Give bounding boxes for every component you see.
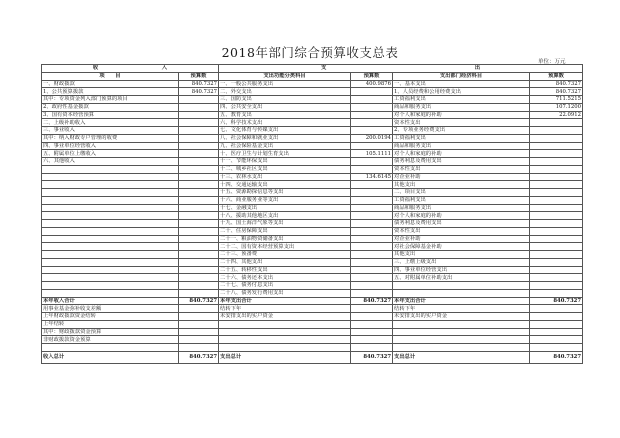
col-item: 项 目 (42, 72, 179, 80)
function-amount (351, 289, 393, 297)
economic-item: 对企业补助 (393, 235, 530, 243)
economic-amount (530, 227, 583, 235)
economic-item: 债务利息及费用支出 (393, 158, 530, 166)
budget-table (41, 64, 583, 364)
function-item (219, 336, 351, 344)
economic-item (393, 289, 530, 297)
economic-amount (530, 181, 583, 189)
economic-item: 1、人员经费和公用经费支出 (393, 88, 530, 96)
income-amount (179, 142, 219, 150)
economic-item: 五、对附属单位补助支出 (393, 274, 530, 282)
income-header (42, 65, 219, 73)
col-func-item: 支出功能分类科目 (219, 72, 351, 80)
table-row (42, 313, 583, 321)
economic-amount (530, 336, 583, 344)
economic-amount (530, 212, 583, 220)
economic-item: 工资福利支出 (393, 96, 530, 104)
income-item: 用事业基金弥补收支差额 (42, 305, 179, 313)
economic-item: 商品和服务支出 (393, 103, 530, 111)
function-amount (351, 189, 393, 197)
function-amount (351, 119, 393, 127)
economic-amount (530, 274, 583, 282)
function-amount (351, 111, 393, 119)
function-item: 十七、金融支出 (219, 204, 351, 212)
income-amount: 840.7327 (179, 351, 219, 363)
function-amount (351, 96, 393, 104)
income-amount (179, 320, 219, 328)
table-row (42, 150, 583, 158)
function-item: 二十七、债务付息支出 (219, 282, 351, 290)
income-item (42, 181, 179, 189)
income-item: 其中：纳入财政专户管理的收费 (42, 134, 179, 142)
function-item: 四、公共安全支出 (219, 103, 351, 111)
function-amount (351, 88, 393, 96)
income-item: 2、政府性基金拨款 (42, 103, 179, 111)
income-item: 五、附属单位上缴收入 (42, 150, 179, 158)
income-amount (179, 103, 219, 111)
table-row (42, 165, 583, 173)
economic-amount (530, 328, 583, 336)
table-row (42, 251, 583, 259)
col-econ-item: 支出部门经济科目 (393, 72, 530, 80)
income-amount (179, 313, 219, 321)
table-row (42, 227, 583, 235)
economic-item: 对个人和家庭的补助 (393, 212, 530, 220)
income-item (42, 173, 179, 181)
economic-amount: 840.7327 (530, 297, 583, 305)
income-header-char-1: 收 (92, 65, 99, 72)
table-row (42, 266, 583, 274)
income-amount (179, 282, 219, 290)
economic-amount (530, 173, 583, 181)
economic-amount (530, 196, 583, 204)
economic-amount (530, 165, 583, 173)
income-amount: 840.7327 (179, 80, 219, 88)
income-amount (179, 165, 219, 173)
economic-item: 对个人和家庭的补助 (393, 150, 530, 158)
income-amount (179, 158, 219, 166)
income-item: 上年财政拨款资金结转 (42, 313, 179, 321)
economic-amount (530, 289, 583, 297)
income-amount (179, 344, 219, 352)
income-amount (179, 274, 219, 282)
income-header-char-2: 入 (161, 65, 168, 72)
function-amount: 200.0194 (351, 134, 393, 142)
expense-header-char-2: 出 (474, 65, 480, 72)
function-item: 未安排支出的实户资金 (219, 313, 351, 321)
economic-item: 其他支出 (393, 251, 530, 259)
income-item: 三、事业收入 (42, 127, 179, 135)
income-item: 其中：财政拨款资金预算 (42, 328, 179, 336)
income-item (42, 344, 179, 352)
function-item: 十二、城乡社区支出 (219, 165, 351, 173)
economic-amount (530, 119, 583, 127)
function-item (219, 320, 351, 328)
income-item: 其中：专项资金列入部门预算的项目 (42, 96, 179, 104)
income-amount (179, 235, 219, 243)
economic-item: 2、专项业务经费支出 (393, 127, 530, 135)
income-amount: 840.7327 (179, 88, 219, 96)
table-row (42, 88, 583, 96)
function-amount (351, 251, 393, 259)
unit-label: 单位：万元 (538, 59, 566, 65)
table-row (42, 320, 583, 328)
income-item (42, 243, 179, 251)
economic-item: 一、基本支出 (393, 80, 530, 88)
function-item: 二十五、转移性支出 (219, 266, 351, 274)
economic-item (393, 282, 530, 290)
income-item (42, 266, 179, 274)
table-row (42, 235, 583, 243)
function-amount (351, 336, 393, 344)
income-amount (179, 96, 219, 104)
function-item: 十六、商业服务业等支出 (219, 196, 351, 204)
income-item (42, 204, 179, 212)
income-amount (179, 127, 219, 135)
income-item: 1、公共预算拨款 (42, 88, 179, 96)
table-row (42, 258, 583, 266)
income-amount (179, 251, 219, 259)
function-item: 二十二、国有资本经营预算支出 (219, 243, 351, 251)
header-row-top (42, 65, 583, 73)
economic-item: 工资福利支出 (393, 196, 530, 204)
table-row (42, 189, 583, 197)
function-item (219, 328, 351, 336)
income-item: 一、财政拨款 (42, 80, 179, 88)
table-row (42, 289, 583, 297)
income-item (42, 196, 179, 204)
function-amount: 840.7327 (351, 297, 393, 305)
function-amount (351, 158, 393, 166)
table-row (42, 336, 583, 344)
table-row (42, 158, 583, 166)
function-amount (351, 258, 393, 266)
function-amount: 134.6145 (351, 173, 393, 181)
table-row (42, 305, 583, 313)
table-row (42, 142, 583, 150)
income-item (42, 227, 179, 235)
table-row (42, 127, 583, 135)
economic-amount (530, 158, 583, 166)
economic-item: 本年支出合计 (393, 297, 530, 305)
table-row (42, 243, 583, 251)
function-item (219, 344, 351, 352)
table-row (42, 134, 583, 142)
economic-amount (530, 150, 583, 158)
function-amount: 840.7327 (351, 351, 393, 363)
income-amount (179, 111, 219, 119)
income-amount (179, 181, 219, 189)
function-amount (351, 320, 393, 328)
economic-amount (530, 142, 583, 150)
table-row (42, 212, 583, 220)
income-amount (179, 212, 219, 220)
economic-item: 对社会保障基金补助 (393, 243, 530, 251)
income-amount: 840.7327 (179, 297, 219, 305)
economic-item: 商品和服务支出 (393, 204, 530, 212)
economic-item: 二、项目支出 (393, 189, 530, 197)
function-amount (351, 266, 393, 274)
function-item: 本年支出合计 (219, 297, 351, 305)
economic-amount (530, 344, 583, 352)
economic-amount (530, 189, 583, 197)
function-item: 十四、交通运输支出 (219, 181, 351, 189)
function-item: 十五、资源勘探信息等支出 (219, 189, 351, 197)
economic-item: 支出总计 (393, 351, 530, 363)
income-amount (179, 204, 219, 212)
col-budget-3: 预算数 (530, 72, 583, 80)
function-amount (351, 181, 393, 189)
function-item: 二十四、其他支出 (219, 258, 351, 266)
income-item: 本年收入合计 (42, 297, 179, 305)
grand-total-row (42, 351, 583, 363)
function-item: 十一、节能环保支出 (219, 158, 351, 166)
table-row (42, 274, 583, 282)
income-item: 非财政拨款资金预算 (42, 336, 179, 344)
function-item: 一、一般公共服务支出 (219, 80, 351, 88)
function-item: 二十、住房保障支出 (219, 227, 351, 235)
economic-item: 资本性支出 (393, 165, 530, 173)
income-total-row (42, 297, 583, 305)
table-row (42, 181, 583, 189)
income-item (42, 165, 179, 173)
table-row (42, 96, 583, 104)
economic-amount (530, 258, 583, 266)
economic-amount: 22.0912 (530, 111, 583, 119)
table-row (42, 196, 583, 204)
economic-amount: 840.7327 (530, 88, 583, 96)
income-amount (179, 227, 219, 235)
economic-amount (530, 282, 583, 290)
economic-item: 工资福利支出 (393, 134, 530, 142)
table-row (42, 282, 583, 290)
income-amount (179, 189, 219, 197)
function-item: 二十六、债务还本支出 (219, 274, 351, 282)
economic-item: 债务利息及费用支出 (393, 220, 530, 228)
economic-amount (530, 313, 583, 321)
table-row (42, 204, 583, 212)
economic-amount (530, 204, 583, 212)
function-item: 六、科学技术支出 (219, 119, 351, 127)
income-item (42, 251, 179, 259)
table-row (42, 220, 583, 228)
function-item: 七、文化体育与传媒支出 (219, 127, 351, 135)
economic-item: 三、上缴上级支出 (393, 258, 530, 266)
function-item: 二、外交支出 (219, 88, 351, 96)
function-item: 八、社会保障和就业支出 (219, 134, 351, 142)
economic-amount (530, 251, 583, 259)
income-amount (179, 328, 219, 336)
economic-item: 其他支出 (393, 181, 530, 189)
income-item: 收入总计 (42, 351, 179, 363)
economic-item (393, 320, 530, 328)
economic-item: 资本性支出 (393, 119, 530, 127)
income-amount (179, 266, 219, 274)
economic-item (393, 344, 530, 352)
table-row (42, 80, 583, 88)
economic-item: 未安排支出的实户资金 (393, 313, 530, 321)
income-amount (179, 258, 219, 266)
economic-amount (530, 127, 583, 135)
function-amount (351, 165, 393, 173)
income-amount (179, 134, 219, 142)
income-item (42, 274, 179, 282)
economic-item: 对企业补助 (393, 173, 530, 181)
table-row (42, 328, 583, 336)
table-row (42, 173, 583, 181)
economic-amount: 840.7327 (530, 351, 583, 363)
economic-amount (530, 305, 583, 313)
function-amount (351, 235, 393, 243)
table-row (42, 111, 583, 119)
function-item: 三、国防支出 (219, 96, 351, 104)
income-item: 四、事业单位经营收入 (42, 142, 179, 150)
income-item: 二、上级补助收入 (42, 119, 179, 127)
income-item (42, 289, 179, 297)
economic-amount (530, 235, 583, 243)
economic-amount: 711.5215 (530, 96, 583, 104)
col-budget-2: 预算数 (351, 72, 393, 80)
income-item: 3、国有资本经营预算 (42, 111, 179, 119)
function-item: 九、社会保险基金支出 (219, 142, 351, 150)
function-item: 十九、国土海洋气象等支出 (219, 220, 351, 228)
function-item: 二十八、债务发行费用支出 (219, 289, 351, 297)
table-row (42, 119, 583, 127)
income-amount (179, 243, 219, 251)
function-amount (351, 142, 393, 150)
function-item: 十三、农林水支出 (219, 173, 351, 181)
table-row (42, 103, 583, 111)
economic-amount: 107.1200 (530, 103, 583, 111)
function-amount (351, 305, 393, 313)
function-amount (351, 204, 393, 212)
function-amount (351, 103, 393, 111)
function-amount (351, 196, 393, 204)
economic-amount (530, 134, 583, 142)
function-amount (351, 328, 393, 336)
function-amount (351, 313, 393, 321)
function-amount (351, 282, 393, 290)
income-amount (179, 119, 219, 127)
function-item: 二十三、预备费 (219, 251, 351, 259)
economic-amount (530, 320, 583, 328)
page-title: 2018年部门综合预算收支总表 (221, 45, 399, 60)
function-amount: 400.9876 (351, 80, 393, 88)
economic-amount: 840.7327 (530, 80, 583, 88)
function-amount (351, 220, 393, 228)
function-amount (351, 243, 393, 251)
function-item: 十、医疗卫生与计划生育支出 (219, 150, 351, 158)
income-item (42, 212, 179, 220)
income-item: 上年结转 (42, 320, 179, 328)
income-item (42, 258, 179, 266)
function-item: 支出总计 (219, 351, 351, 363)
expense-header (219, 65, 583, 73)
header-row-columns (42, 72, 583, 80)
income-amount (179, 289, 219, 297)
income-item (42, 220, 179, 228)
income-item (42, 189, 179, 197)
income-item (42, 235, 179, 243)
income-amount (179, 173, 219, 181)
function-amount (351, 344, 393, 352)
economic-item: 对个人和家庭的补助 (393, 111, 530, 119)
col-budget: 预算数 (179, 72, 219, 80)
economic-amount (530, 220, 583, 228)
income-item (42, 282, 179, 290)
income-amount (179, 196, 219, 204)
function-item: 结转下年 (219, 305, 351, 313)
function-amount (351, 274, 393, 282)
economic-item: 商品和服务支出 (393, 142, 530, 150)
economic-amount (530, 266, 583, 274)
economic-item: 四、事业单位经营支出 (393, 266, 530, 274)
function-item: 二十一、粮油物资储备支出 (219, 235, 351, 243)
economic-item (393, 336, 530, 344)
income-amount (179, 305, 219, 313)
function-amount: 105.1111 (351, 150, 393, 158)
function-amount (351, 227, 393, 235)
income-amount (179, 150, 219, 158)
table-row (42, 344, 583, 352)
economic-amount (530, 243, 583, 251)
income-item: 六、其他收入 (42, 158, 179, 166)
economic-item: 结转下年 (393, 305, 530, 313)
function-item: 十八、援助其他地区支出 (219, 212, 351, 220)
function-item: 五、教育支出 (219, 111, 351, 119)
income-amount (179, 336, 219, 344)
function-amount (351, 212, 393, 220)
income-amount (179, 220, 219, 228)
expense-header-char-1: 支 (321, 65, 327, 72)
economic-item: 资本性支出 (393, 227, 530, 235)
function-amount (351, 127, 393, 135)
economic-item (393, 328, 530, 336)
